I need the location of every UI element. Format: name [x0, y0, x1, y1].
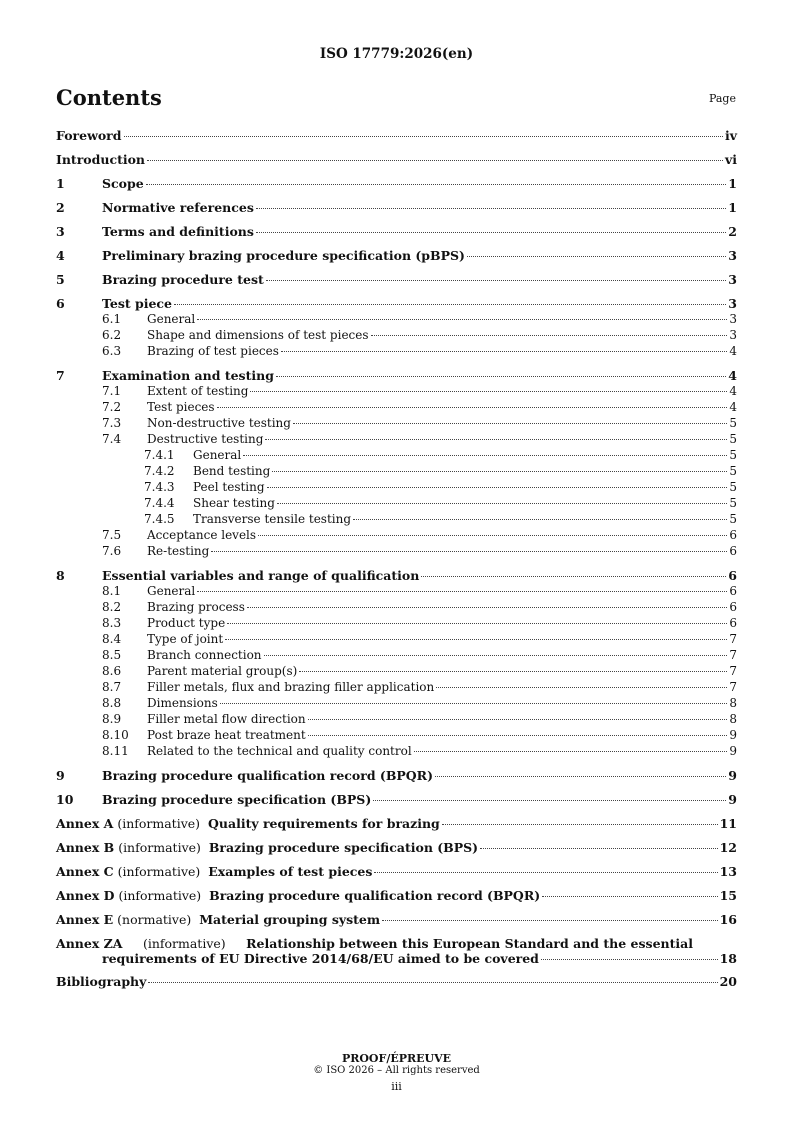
toc-title: Filler metals, flux and brazing filler application: [147, 680, 435, 694]
toc-entry-foreword[interactable]: [56, 128, 737, 144]
leader-dots: [353, 519, 727, 520]
toc-entry-section-8-4[interactable]: [56, 632, 737, 648]
leader-dots: [308, 719, 728, 720]
toc-entry-annex-c[interactable]: [56, 864, 737, 880]
toc-entry-section-7-4-4[interactable]: [56, 496, 737, 512]
toc-page: iv: [724, 128, 737, 143]
leader-dots: [436, 687, 727, 688]
toc-page: 4: [729, 384, 737, 398]
toc-number: 8.4: [102, 632, 122, 646]
toc-page: 5: [729, 416, 737, 430]
toc-page: 12: [719, 840, 737, 855]
toc-title: Destructive testing: [147, 432, 264, 446]
leader-dots: [264, 655, 728, 656]
leader-dots: [308, 735, 728, 736]
toc-entry-section-6-3[interactable]: [56, 344, 737, 360]
document-id: ISO 17779:2026(en): [319, 46, 474, 62]
toc-title: Normative references: [102, 200, 254, 215]
toc-title: Material grouping system: [199, 912, 381, 927]
leader-dots: [266, 280, 727, 281]
toc-number: 7: [56, 368, 65, 383]
toc-title: Post braze heat treatment: [147, 728, 306, 742]
toc-page: 5: [729, 432, 737, 446]
toc-entry-introduction[interactable]: [56, 152, 737, 168]
annex-type: (informative): [142, 936, 226, 951]
leader-dots: [299, 671, 727, 672]
toc-title: Product type: [147, 616, 226, 630]
toc-entry-section-7-2[interactable]: [56, 400, 737, 416]
toc-number: 7.4: [102, 432, 122, 446]
toc-title: Acceptance levels: [147, 528, 257, 542]
toc-number: 8.9: [102, 712, 122, 726]
toc-number: 7.4.4: [144, 496, 175, 510]
leader-dots: [211, 551, 727, 552]
toc-number: 7.3: [102, 416, 122, 430]
toc-entry-section-7-1[interactable]: [56, 384, 737, 400]
toc-entry-section-7-3[interactable]: [56, 416, 737, 432]
toc-page: 3: [728, 248, 737, 263]
leader-dots: [197, 591, 727, 592]
toc-page: 7: [729, 648, 737, 662]
toc-number: 8.2: [102, 600, 122, 614]
toc-title: Transverse tensile testing: [193, 512, 352, 526]
leader-dots: [225, 639, 727, 640]
toc-page: 6: [729, 616, 737, 630]
toc-number: 1: [56, 176, 65, 191]
leader-dots: [371, 335, 728, 336]
toc-entry-section-8-2[interactable]: [56, 600, 737, 616]
toc-title: Brazing procedure qualification record (BPQR): [209, 888, 541, 903]
toc-page: 5: [729, 464, 737, 478]
annex-type: (informative): [117, 864, 201, 879]
toc-number: 8.6: [102, 664, 122, 678]
toc-title: Introduction: [56, 152, 146, 167]
toc-page: 7: [729, 632, 737, 646]
toc-entry-annex-e[interactable]: [56, 912, 737, 928]
toc-page: 6: [729, 584, 737, 598]
toc-entry-section-3[interactable]: [56, 224, 737, 240]
toc-title: General: [147, 584, 196, 598]
toc-title: Brazing process: [147, 600, 245, 614]
toc-title: Scope: [102, 176, 144, 191]
toc-title: Brazing procedure qualification record (BPQR): [102, 768, 433, 783]
toc-number: 8.1: [102, 584, 122, 598]
toc-page: 15: [719, 888, 737, 903]
leader-dots: [276, 376, 726, 377]
toc-entry-section-7-6[interactable]: [56, 544, 737, 560]
page-footer: [0, 1052, 793, 1093]
leader-dots: [414, 751, 728, 752]
leader-dots: [421, 576, 726, 577]
toc-entry-annex-za[interactable]: [56, 936, 737, 966]
toc-entry-annex-b[interactable]: [56, 840, 737, 856]
leader-dots: [467, 256, 726, 257]
toc-number: 8: [56, 568, 65, 583]
toc-page: 9: [728, 768, 737, 783]
toc-page: 8: [729, 712, 737, 726]
toc-page: 4: [728, 368, 737, 383]
toc-entry-section-8-11[interactable]: [56, 744, 737, 760]
leader-dots: [382, 920, 717, 921]
toc-number: 7.6: [102, 544, 122, 558]
leader-dots: [247, 607, 727, 608]
toc-title: Foreword: [56, 128, 122, 143]
copyright-notice: © ISO 2026 – All rights reserved: [313, 1065, 480, 1076]
leader-dots: [243, 455, 727, 456]
leader-dots: [148, 982, 717, 983]
toc-page: 7: [729, 664, 737, 678]
toc-number: 5: [56, 272, 65, 287]
leader-dots: [197, 319, 727, 320]
leader-dots: [281, 351, 727, 352]
toc-page: 3: [729, 312, 737, 326]
leader-dots: [277, 503, 727, 504]
toc-title: Filler metal flow direction: [147, 712, 306, 726]
leader-dots: [442, 824, 718, 825]
toc-page: 3: [728, 296, 737, 311]
annex-type: (informative): [118, 888, 202, 903]
toc-number: 6: [56, 296, 65, 311]
toc-page: 1: [728, 176, 737, 191]
leader-dots: [147, 160, 723, 161]
annex-type: (informative): [118, 840, 201, 855]
leader-dots: [250, 391, 727, 392]
toc-page: 3: [729, 328, 737, 342]
leader-dots: [542, 896, 717, 897]
annex-label: Annex C: [56, 864, 114, 879]
toc-entry-section-8-8[interactable]: [56, 696, 737, 712]
toc-number: 7.4.1: [144, 448, 175, 462]
toc-entry-section-1[interactable]: [56, 176, 737, 192]
toc-page: 8: [729, 696, 737, 710]
leader-dots: [227, 623, 727, 624]
toc-number: 7.4.2: [144, 464, 175, 478]
toc-title: Extent of testing: [147, 384, 249, 398]
toc-entry-section-8-10[interactable]: [56, 728, 737, 744]
leader-dots: [258, 535, 727, 536]
toc-title: Shear testing: [193, 496, 275, 510]
toc-number: 7.4.5: [144, 512, 175, 526]
toc-number: 6.1: [102, 312, 122, 326]
toc-title: Examination and testing: [102, 368, 274, 383]
leader-dots: [272, 471, 727, 472]
annex-type: (informative): [117, 816, 201, 831]
toc-title: Test pieces: [147, 400, 215, 414]
toc-entry-section-5[interactable]: [56, 272, 737, 288]
toc-page: 18: [719, 951, 737, 966]
toc-entry-section-8-9[interactable]: [56, 712, 737, 728]
toc-title-line-2: requirements of EU Directive 2014/68/EU aimed to be covered: [102, 951, 539, 966]
leader-dots: [293, 423, 727, 424]
toc-page: 9: [729, 744, 737, 758]
leader-dots: [220, 703, 728, 704]
toc-number: 8.5: [102, 648, 122, 662]
toc-title: Shape and dimensions of test pieces: [147, 328, 369, 342]
toc-entry-annex-d[interactable]: [56, 888, 737, 904]
leader-dots: [374, 872, 717, 873]
leader-dots: [256, 232, 726, 233]
toc-page: 4: [729, 344, 737, 358]
toc-page: 3: [728, 272, 737, 287]
toc-title: Dimensions: [147, 696, 218, 710]
toc-entry-section-8[interactable]: [56, 568, 737, 584]
toc-number: 4: [56, 248, 65, 263]
toc-number: 3: [56, 224, 65, 239]
toc-number: 6.3: [102, 344, 122, 358]
toc-entry-section-6[interactable]: [56, 296, 737, 312]
toc-page: 5: [729, 448, 737, 462]
page-number: iii: [391, 1080, 402, 1093]
toc-entry-annex-a[interactable]: [56, 816, 737, 832]
toc-page: 6: [729, 544, 737, 558]
toc-entry-section-8-5[interactable]: [56, 648, 737, 664]
toc-page: 2: [728, 224, 737, 239]
leader-dots: [265, 439, 727, 440]
toc-title: General: [193, 448, 242, 462]
leader-dots: [174, 304, 726, 305]
toc-entry-section-8-6[interactable]: [56, 664, 737, 680]
toc-entry-section-6-1[interactable]: [56, 312, 737, 328]
toc-entry-section-7-4-1[interactable]: [56, 448, 737, 464]
toc-page: 9: [729, 728, 737, 742]
toc-entry-section-10[interactable]: [56, 792, 737, 808]
toc-page: 13: [719, 864, 737, 879]
annex-label: Annex A: [56, 816, 114, 831]
toc-page: 1: [728, 200, 737, 215]
table-of-contents: [56, 128, 737, 990]
toc-title: Essential variables and range of qualification: [102, 568, 420, 583]
annex-label: Annex ZA: [56, 936, 123, 951]
toc-title: Quality requirements for brazing: [208, 816, 440, 831]
toc-page: 11: [719, 816, 737, 831]
toc-title: Branch connection: [147, 648, 262, 662]
toc-title: Brazing procedure specification (BPS): [208, 840, 479, 855]
toc-title: Re-testing: [147, 544, 210, 558]
toc-title: General: [147, 312, 196, 326]
toc-number: 7.5: [102, 528, 122, 542]
toc-number: 8.8: [102, 696, 122, 710]
leader-dots: [217, 407, 728, 408]
toc-number: 7.2: [102, 400, 122, 414]
toc-title: Brazing of test pieces: [147, 344, 279, 358]
toc-entry-section-8-1[interactable]: [56, 584, 737, 600]
toc-title: Related to the technical and quality control: [147, 744, 412, 758]
toc-title: Brazing procedure test: [102, 272, 264, 287]
toc-title: Terms and definitions: [102, 224, 254, 239]
toc-title: Parent material group(s): [147, 664, 298, 678]
toc-number: 8.11: [102, 744, 129, 758]
toc-entry-section-6-2[interactable]: [56, 328, 737, 344]
toc-entry-section-2[interactable]: [56, 200, 737, 216]
toc-page: 6: [729, 528, 737, 542]
toc-number: 7.4.3: [144, 480, 175, 494]
toc-entry-bibliography[interactable]: [56, 974, 737, 990]
toc-page: vi: [724, 152, 737, 167]
toc-entry-section-7[interactable]: [56, 368, 737, 384]
toc-page: 7: [729, 680, 737, 694]
annex-label: Annex B: [56, 840, 115, 855]
toc-page: 5: [729, 496, 737, 510]
leader-dots: [267, 487, 728, 488]
toc-number: 10: [56, 792, 74, 807]
toc-entry-section-7-4-3[interactable]: [56, 480, 737, 496]
toc-page: 20: [719, 974, 737, 989]
toc-page: 9: [728, 792, 737, 807]
toc-page: 6: [729, 600, 737, 614]
toc-entry-section-8-7[interactable]: [56, 680, 737, 696]
toc-entry-section-9[interactable]: [56, 768, 737, 784]
toc-page: 6: [728, 568, 737, 583]
toc-number: 9: [56, 768, 65, 783]
toc-title: Brazing procedure specification (BPS): [102, 792, 372, 807]
proof-label: PROOF/ÉPREUVE: [341, 1052, 452, 1065]
toc-title: Non-destructive testing: [147, 416, 291, 430]
leader-dots: [480, 848, 718, 849]
toc-title: Peel testing: [193, 480, 265, 494]
toc-title: Bend testing: [193, 464, 271, 478]
toc-entry-section-4[interactable]: [56, 248, 737, 264]
contents-heading: Contents: [56, 85, 162, 110]
toc-title: Test piece: [102, 296, 172, 311]
annex-type: (normative): [117, 912, 192, 927]
toc-number: 8.3: [102, 616, 122, 630]
leader-dots: [124, 136, 723, 137]
toc-title: Preliminary brazing procedure specification (pBPS): [102, 248, 465, 263]
leader-dots: [146, 184, 727, 185]
toc-page: 16: [719, 912, 737, 927]
toc-title: Bibliography: [56, 974, 147, 989]
toc-entry-section-8-3[interactable]: [56, 616, 737, 632]
toc-entry-section-7-5[interactable]: [56, 528, 737, 544]
leader-dots: [256, 208, 726, 209]
toc-number: 6.2: [102, 328, 122, 342]
toc-title: Type of joint: [147, 632, 224, 646]
leader-dots: [373, 800, 726, 801]
toc-number: 2: [56, 200, 65, 215]
page-column-label: Page: [708, 92, 736, 105]
toc-entry-section-7-4-5[interactable]: [56, 512, 737, 528]
toc-title-line-1: Relationship between this European Standard and the essential: [246, 936, 693, 951]
leader-dots: [541, 959, 718, 960]
toc-entry-section-7-4-2[interactable]: [56, 464, 737, 480]
toc-entry-section-7-4[interactable]: [56, 432, 737, 448]
toc-page: 4: [729, 400, 737, 414]
leader-dots: [435, 776, 726, 777]
toc-page: 5: [729, 480, 737, 494]
annex-label: Annex D: [56, 888, 115, 903]
toc-number: 8.7: [102, 680, 122, 694]
toc-page: 5: [729, 512, 737, 526]
toc-number: 7.1: [102, 384, 122, 398]
toc-number: 8.10: [102, 728, 129, 742]
annex-label: Annex E: [56, 912, 114, 927]
toc-title: Examples of test pieces: [208, 864, 373, 879]
